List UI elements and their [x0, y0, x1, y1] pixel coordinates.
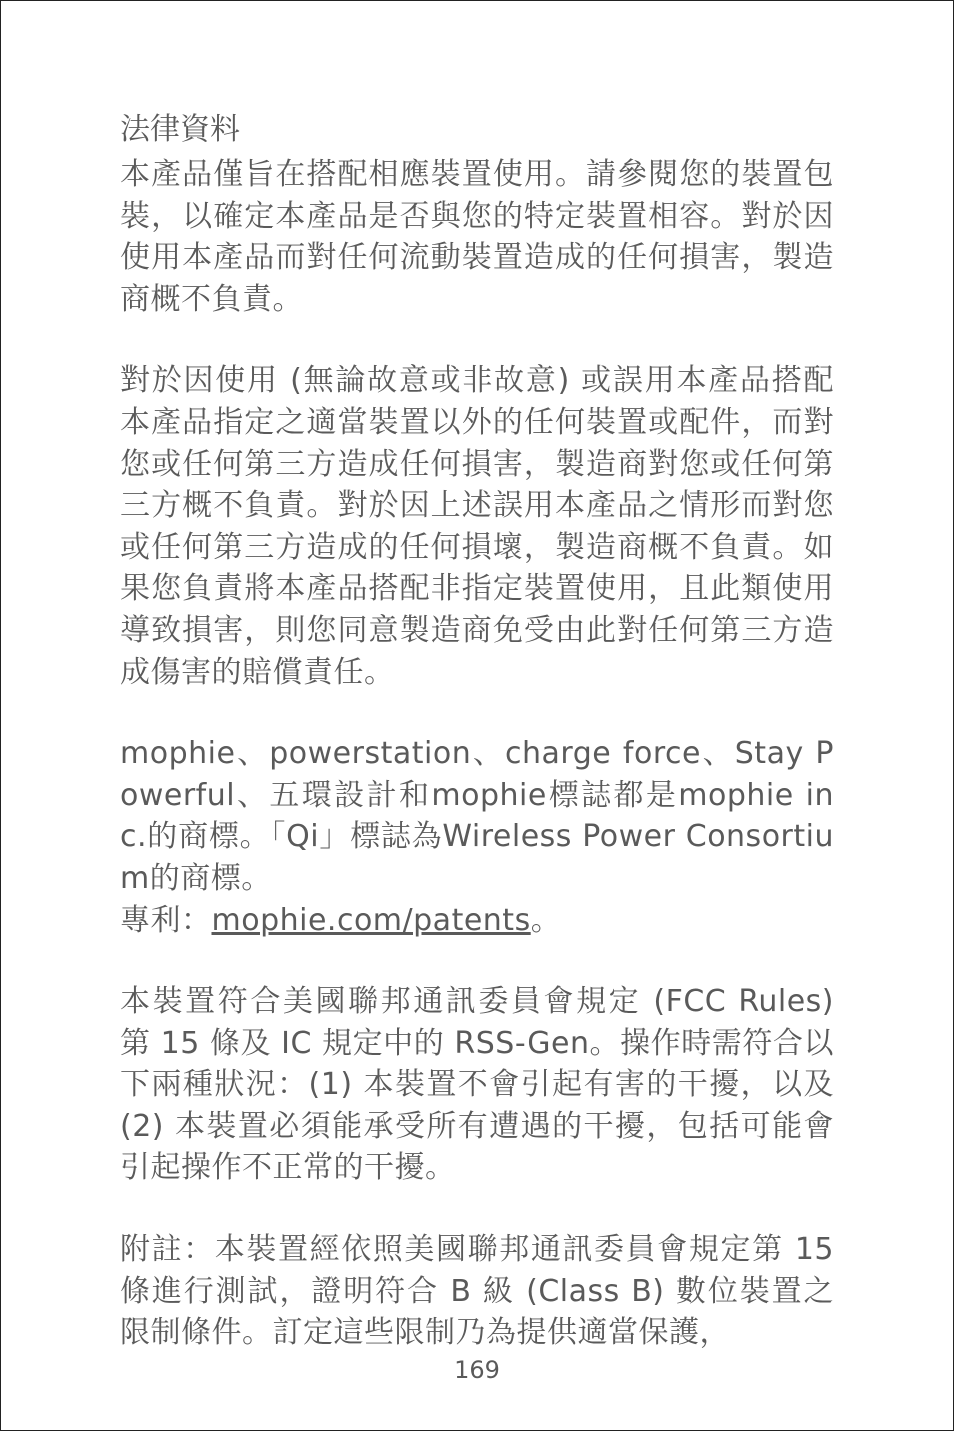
compatibility-paragraph: 本產品僅旨在搭配相應裝置使用。請參閱您的裝置包裝，以確定本產品是否與您的特定裝置相容。對於因使用本產品而對任何流動裝置造成的任何損害，製造商概不負責。 [120, 157, 834, 317]
patents-label: 專利： [120, 902, 212, 938]
paragraph-gap [120, 1189, 834, 1229]
trademark-paragraph [120, 733, 834, 941]
paragraph-gap [120, 693, 834, 733]
trademark-text: mophie、powerstation、charge force、Stay Powerful、五環設計和mophie標誌都是mophie inc.的商標。「Qi」標誌為Wireless Power Consortium的商標。 [120, 736, 834, 896]
patents-suffix: 。 [530, 902, 562, 938]
paragraph-gap [120, 320, 834, 360]
document-body [120, 106, 834, 1354]
paragraph-gap [120, 941, 834, 981]
section-heading: 法律資料 [120, 112, 240, 147]
fcc-note-paragraph: 附註：本裝置經依照美國聯邦通訊委員會規定第 15 條進行測試，證明符合 B 級 (Class B) 數位裝置之限制條件。訂定這些限制乃為提供適當保護， [120, 1232, 834, 1351]
patents-link[interactable]: mophie.com/patents [211, 902, 531, 938]
page-number: 169 [454, 1356, 500, 1384]
liability-paragraph: 對於因使用 (無論故意或非故意) 或誤用本產品搭配本產品指定之適當裝置以外的任何裝置或配件，而對您或任何第三方造成任何損害，製造商對您或任何第三方概不負責。對於因上述誤用本產品之情形而對您或任何第三方造成的任何損壞，製造商概不負責。如果您負責將本產品搭配非指定裝置使用，且此類使用導致損害，則您同意製造商免受由此對任何第三方造成傷害的賠償責任。 [120, 363, 834, 690]
fcc-compliance-paragraph: 本裝置符合美國聯邦通訊委員會規定 (FCC Rules) 第 15 條及 IC 規定中的 RSS-Gen。操作時需符合以下兩種狀況：(1) 本裝置不會引起有害的干擾，以及 (2) 本裝置必須能承受所有遭遇的干擾，包括可能會引起操作不正常的干擾。 [120, 984, 834, 1186]
